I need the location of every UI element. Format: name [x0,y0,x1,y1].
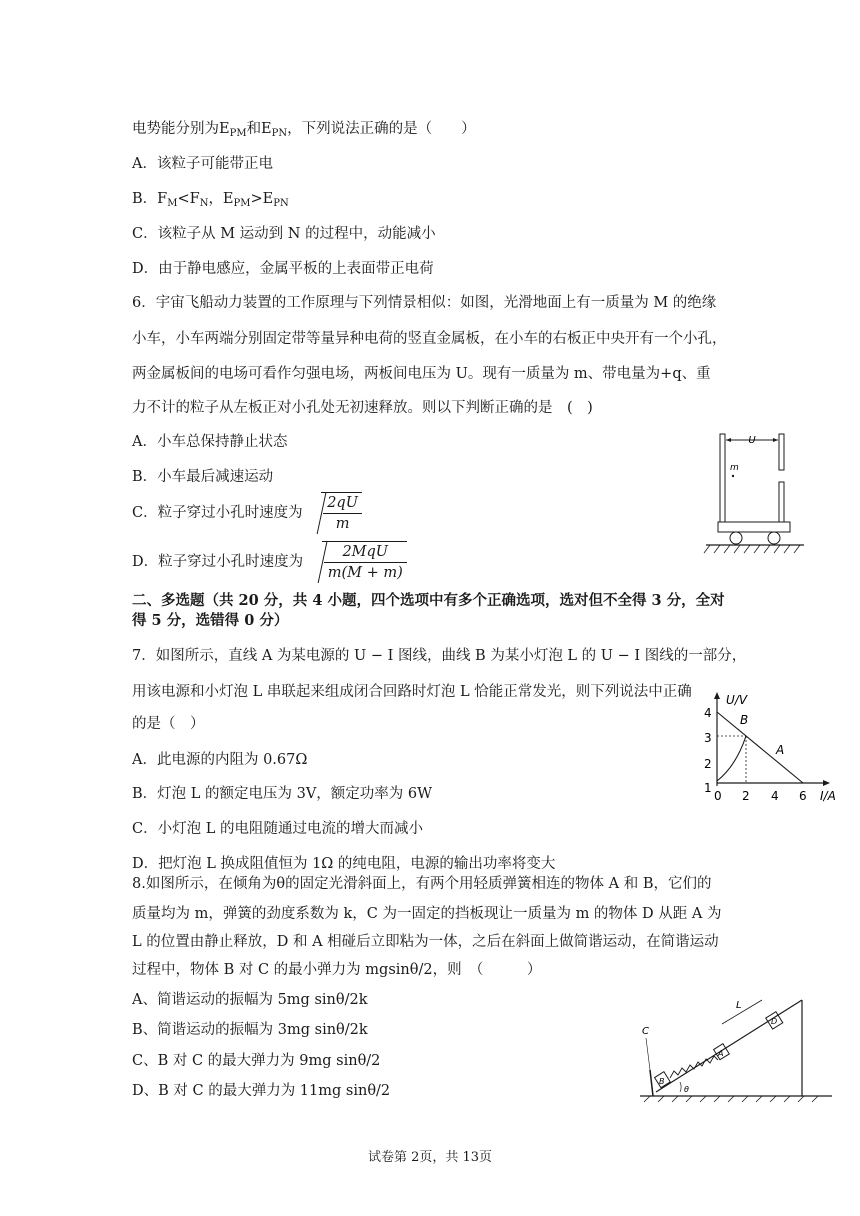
q6-option-c [132,492,362,534]
line-a-label: A [776,743,785,757]
fraction-c-denominator: m [335,516,350,532]
q6-option-b: B．小车最后减速运动 [132,469,274,485]
q5-option-a: A．该粒子可能带正电 [132,156,273,172]
q6-option-d [132,541,407,583]
q8-stem-line3: L 的位置由静止释放，D 和 A 相碰后立即粘为一体，之后在斜面上做简谐运动，在简谐运动 [132,934,719,950]
left-plate [720,434,725,522]
q5-b-f: B．F [132,191,168,207]
curve-b [717,736,746,781]
sub-n: N [199,198,209,209]
y-axis-arrow [714,692,720,699]
particle-dot [732,475,734,477]
q8-option-a: A、简谐运动的振幅为 5mg sinθ/2k [132,992,368,1008]
sub-m: M [167,198,178,209]
fraction-c-numerator: 2qU [323,493,362,514]
q8-option-c: C、B 对 C 的最大弹力为 9mg sinθ/2 [132,1053,381,1069]
q8-incline-figure [636,992,836,1104]
stopper-c [650,1070,653,1096]
x-tick-6: 6 [799,789,807,803]
sub-pn-b: PN [273,198,289,209]
q7-option-d: D．把灯泡 L 换成阻值恒为 1Ω 的纯电阻，电源的输出功率将变大 [132,856,556,872]
u-arrow-right [773,438,778,442]
q5-stem-end: ，下列说法正确的是（ ） [287,121,476,137]
q7-option-b: B．灯泡 L 的额定电压为 3V，额定功率为 6W [132,786,433,802]
a-label: A [718,1049,724,1058]
y-axis-label: U/V [726,693,748,707]
q5-stem [132,119,476,141]
distance-l-line [722,1000,762,1024]
q8-stem-line1: 8.如图所示，在倾角为θ的固定光滑斜面上，有两个用轻质弹簧相连的物体 A 和 B，它们的 [132,876,712,892]
q7-option-a: A．此电源的内阻为 0.67Ω [132,752,308,768]
q7-option-c: C．小灯泡 L 的电阻随通过电流的增大而减小 [132,821,423,837]
q5-option-d: D．由于静电感应，金属平板的上表面带正电荷 [132,261,434,277]
x-tick-0: 0 [714,789,722,803]
spring [670,1056,718,1078]
sub-pm-b: PM [233,198,251,209]
b-label: B [659,1077,665,1086]
q6-cart-figure [700,428,810,562]
y-tick-3: 3 [704,731,712,745]
fraction-d-denominator: m(M + m) [327,565,403,581]
q5-option-c: C．该粒子从 M 运动到 N 的过程中，动能减小 [132,226,436,242]
l-label: L [736,1000,742,1011]
u-arrow-left [726,438,731,442]
q5-option-b [132,189,289,211]
q8-stem-line4: 过程中，物体 B 对 C 的最小弹力为 mgsinθ/2，则 （ ） [132,962,542,978]
q6-stem-line4: 力不计的粒子从左板正对小孔处无初速释放。则以下判断正确的是 ( ) [132,400,593,416]
q5-stem-mid: 和E [246,121,272,137]
theta-label: θ [684,1085,689,1094]
fraction-d-numerator: 2MqU [324,542,407,563]
q8-option-d: D、B 对 C 的最大弹力为 11mg sinθ/2 [132,1083,391,1099]
q7-stem-line3: 的是（ ） [132,716,205,732]
y-tick-1: 1 [704,781,712,795]
q5-stem-part: 电势能分别为E [132,121,230,137]
theta-arc [680,1082,681,1092]
x-axis-label: I/A [820,789,836,803]
section2-heading-line2: 得 5 分，选错得 0 分） [132,612,289,629]
sub-pn: PN [271,128,288,139]
section2-heading-line1: 二、多选题（共 20 分，共 4 小题，四个选项中有多个正确选项，选对但不全得 3 分，全对 [132,592,725,609]
c-pointer [646,1038,650,1070]
q5-b-e: ，E [208,191,234,207]
q8-option-b: B、简谐运动的振幅为 3mg sinθ/2k [132,1022,368,1038]
right-plate-lower [779,482,784,522]
fraction-d [324,542,407,583]
m-label: m [730,463,739,473]
q5-b-lt: <F [177,191,200,207]
x-tick-4: 4 [771,789,779,803]
q7-ui-graph [700,688,848,808]
sub-pm: PM [229,128,247,139]
q6-stem-line1: 6．宇宙飞船动力装置的工作原理与下列情景相似：如图，光滑地面上有一质量为 M 的绝缘 [132,295,717,311]
sqrt-c [321,492,362,534]
sqrt-d [322,541,407,583]
x-tick-2: 2 [742,789,750,803]
q6-c-text: C．粒子穿过小孔时速度为 [132,505,303,521]
q5-b-gt: >E [250,191,274,207]
ground-hatch [644,1096,818,1102]
ground-hatch [704,545,800,553]
d-label: D [771,1017,778,1026]
q8-stem-line2: 质量均为 m，弹簧的劲度系数为 k，C 为一固定的挡板现让一质量为 m 的物体 D 从距 A 为 [132,906,722,922]
q7-stem-line1: 7．如图所示，直线 A 为某电源的 U − I 图线，曲线 B 为某小灯泡 L 的 U − I 图线的一部分， [132,648,747,664]
line-a [717,712,803,783]
q7-stem-line2: 用该电源和小灯泡 L 串联起来组成闭合回路时灯泡 L 恰能正常发光，则下列说法中正确 [132,684,692,700]
q6-d-text: D．粒子穿过小孔时速度为 [132,554,304,570]
q6-stem-line2: 小车，小车两端分别固定带等量异种电荷的竖直金属板，在小车的右板正中央开有一个小孔， [132,331,727,347]
cart-body [718,522,790,532]
q6-stem-line3: 两金属板间的电场可看作匀强电场，两板间电压为 U。现有一质量为 m、带电量为+q、重 [132,366,711,382]
u-label: U [748,435,756,446]
c-label: C [642,1026,649,1037]
incline-surface [656,1000,802,1092]
right-plate-upper [779,434,784,470]
fraction-c [323,493,362,534]
q6-option-a: A．小车总保持静止状态 [132,434,288,450]
wheel-left [730,532,742,544]
y-tick-2: 2 [704,757,712,771]
x-axis-arrow [823,780,830,786]
wheel-right [768,532,780,544]
page-footer: 试卷第 2页，共 13页 [367,1150,493,1165]
curve-b-label: B [740,713,749,727]
y-tick-4: 4 [704,706,712,720]
